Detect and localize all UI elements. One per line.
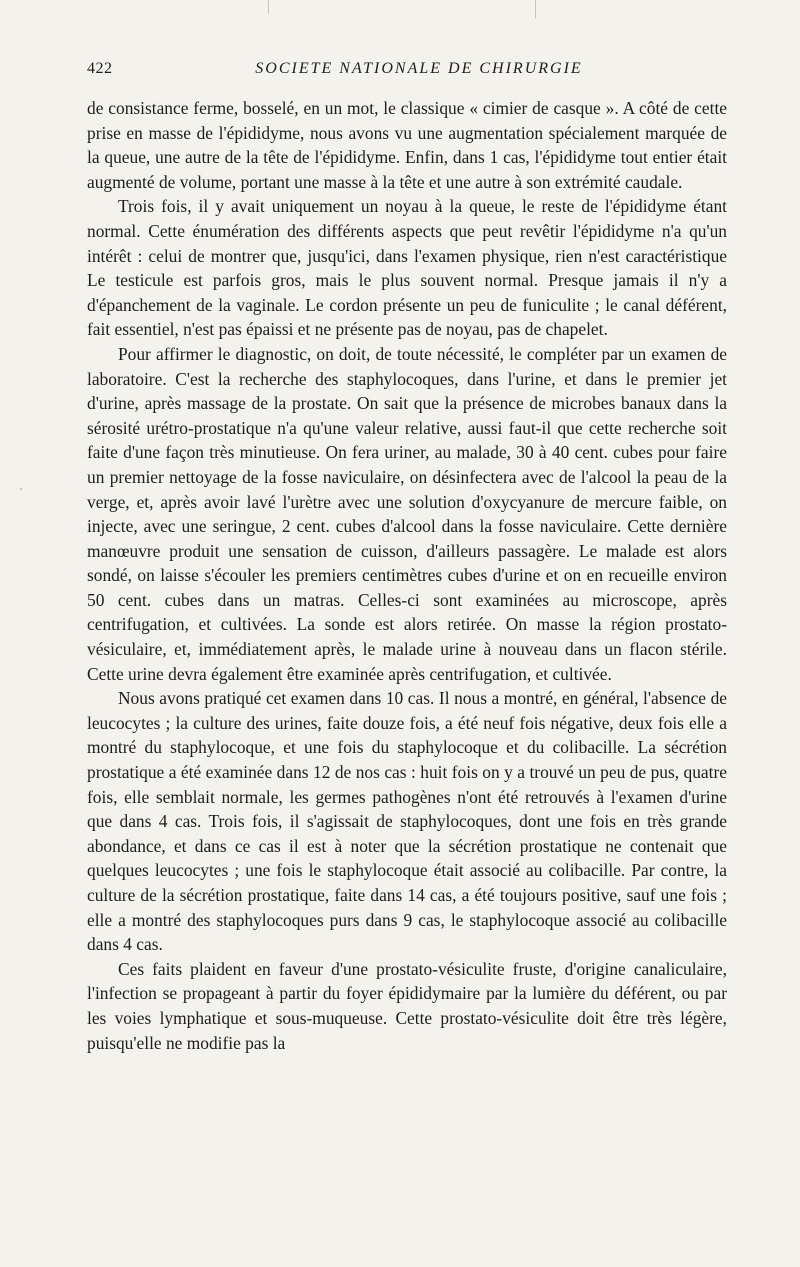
paragraph-laboratory-exam: Pour affirmer le diagnostic, on doit, de toute nécessité, le compléter par un examen de laboratoire. C'est la recherche des staphylocoques, dans l'urine, et dans le premier jet d'urine, après massage de la prostate. On sait que la présence de microbes banaux dans la sérosité urétro-prostatique n'a qu'une valeur relative, aussi faut-il que cette recherche soit faite d'une façon très minutieuse. On fera uriner, au malade, 30 à 40 cent. cubes pour faire un premier nettoyage de la fosse naviculaire, on désinfectera avec de l'alcool la peau de la verge, et, après avoir lavé l'urètre avec une solution d'oxycyanure de mercure faible, on injecte, avec une seringue, 2 cent. cubes d'alcool dans la fosse naviculaire. Cette dernière manœuvre produit une sensation de cuisson, d'ailleurs passagère. Le malade est alors sondé, on laisse s'écouler les premiers centimètres cubes d'urine et on en recueille environ 50 cent. cubes dans un matras. Celles-ci sont examinées au microscope, après centrifugation, et cultivées. La sonde est alors retirée. On masse la région prostato-vésiculaire, et, immédiatement après, le malade urine à nouveau dans un flacon stérile. Cette urine devra également être examinée après centrifugation, et cultivée. (87, 343, 727, 684)
journal-title: SOCIETE NATIONALE DE CHIRURGIE (255, 60, 583, 77)
scan-mark (20, 488, 22, 490)
paragraph-conclusion: Ces faits plaident en faveur d'une prostato-vésiculite fruste, d'origine canaliculaire, l'infection se propageant à partir du foyer épididymaire par la lumière du déférent, ou par les voies lymphatique et sous-muqueuse. Cette prostato-vésiculite doit être très légère, puisqu'elle ne modifie pas la (87, 958, 727, 1053)
scan-mark (535, 0, 536, 18)
paragraph-continuation: de consistance ferme, bosselé, en un mot, le classique « cimier de casque ». A côté de cette prise en masse de l'épididyme, nous avons vu une augmentation spécialement marquée de la queue, une autre de la tête de l'épididyme. Enfin, dans 1 cas, l'épididyme tout entier était augmenté de volume, portant une masse à la tête et une autre à son extrémité caudale. (87, 98, 727, 192)
body-text (87, 96, 727, 1055)
scan-mark (268, 0, 269, 14)
paragraph-exam-results: Nous avons pratiqué cet examen dans 10 cas. Il nous a montré, en général, l'absence de leucocytes ; la culture des urines, faite douze fois, a été neuf fois négative, deux fois elle a montré du staphylocoque, et une fois du staphylocoque et du colibacille. La sécrétion prostatique a été examinée dans 12 de nos cas : huit fois on y a trouvé un peu de pus, quatre fois, elle semblait normale, les germes pathogènes n'ont été retrouvés à l'examen d'urine que dans 4 cas. Trois fois, il s'agissait de staphylocoques, dont une fois en très grande abondance, et dans ce cas il est à noter que la sécrétion prostatique ne contenait que quelques leucocytes ; une fois le staphylocoque était associé au colibacille. Par contre, la culture de la sécrétion prostatique, faite dans 14 cas, a été toujours positive, sauf une fois ; elle a montré des staphylocoques purs dans 9 cas, le staphylocoque associé au colibacille dans 4 cas. (87, 688, 727, 955)
paragraph-epididyme-aspects: Trois fois, il y avait uniquement un noyau à la queue, le reste de l'épididyme étant normal. Cette énumération des différents aspects que peut revêtir l'épididyme n'a qu'un intérêt : celui de montrer que, jusqu'ici, dans l'examen physique, rien n'est caractéristique Le testicule est parfois gros, mais le plus souvent normal. Presque jamais il n'y a d'épanchement de la vaginale. Le cordon présente un peu de funiculite ; le canal déférent, fait essentiel, n'est pas épaissi et ne présente pas de noyau, pas de chapelet. (87, 196, 727, 340)
page-number: 422 (87, 60, 113, 77)
running-head (87, 60, 727, 84)
